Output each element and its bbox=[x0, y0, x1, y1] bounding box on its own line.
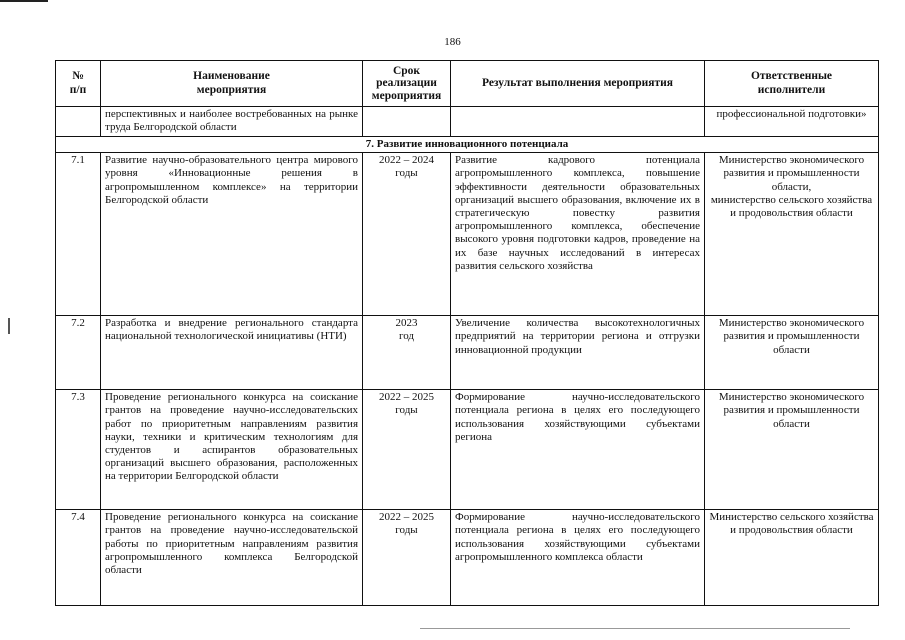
cell-term bbox=[363, 107, 451, 137]
cell-number: 7.1 bbox=[56, 153, 101, 316]
page-number: 186 bbox=[444, 36, 461, 48]
header-name: Наименование мероприятия bbox=[101, 61, 363, 107]
cell-name: перспективных и наиболее востребованных на рынке труда Белгородской области bbox=[101, 107, 363, 137]
cell-executors: Министерство экономического развития и промышленности области bbox=[705, 390, 879, 510]
cell-result: Формирование научно-исследовательского потенциала региона в целях его последующего использования хозяйствующими субъектами региона bbox=[451, 390, 705, 510]
scan-mark-left bbox=[8, 318, 10, 334]
cell-result: Увеличение количества высокотехнологичных предприятий на территории региона и отгрузки инновационной продукции bbox=[451, 316, 705, 390]
header-number: № п/п bbox=[56, 61, 101, 107]
cell-number: 7.3 bbox=[56, 390, 101, 510]
cell-executors: Министерство сельского хозяйства и продовольствия области bbox=[705, 510, 879, 606]
continued-row bbox=[56, 107, 879, 137]
cell-term: 2022 – 2025 годы bbox=[363, 510, 451, 606]
table-header-row bbox=[56, 61, 879, 107]
header-executors: Ответственные исполнители bbox=[705, 61, 879, 107]
cell-term: 2023 год bbox=[363, 316, 451, 390]
cell-name: Проведение регионального конкурса на соискание грантов на проведение научно-исследовательских работ по приоритетным направлениям развития науки, техники и критическим технологиям для студентов и аспирантов образовательных организаций высшего образования, расположенных на территории Белгородской области bbox=[101, 390, 363, 510]
header-term: Срок реализации мероприятия bbox=[363, 61, 451, 107]
cell-number bbox=[56, 107, 101, 137]
section-title: 7. Развитие инновационного потенциала bbox=[56, 137, 879, 153]
table-row bbox=[56, 510, 879, 606]
header-result: Результат выполнения мероприятия bbox=[451, 61, 705, 107]
table-row bbox=[56, 153, 879, 316]
cell-number: 7.4 bbox=[56, 510, 101, 606]
scan-mark-bottom bbox=[420, 628, 850, 629]
cell-executors: профессиональной подготовки» bbox=[705, 107, 879, 137]
table-row bbox=[56, 316, 879, 390]
cell-result bbox=[451, 107, 705, 137]
scan-mark-top bbox=[0, 0, 48, 2]
cell-term: 2022 – 2025 годы bbox=[363, 390, 451, 510]
section-row bbox=[56, 137, 879, 153]
table-row bbox=[56, 390, 879, 510]
cell-result: Развитие кадрового потенциала агропромышленного комплекса, повышение эффективности деятельности образовательных организаций высшего образования, включение их в стратегическую повестку развития агропромышленного комплекса, обеспечение высокого уровня подготовки кадров, проведение на их базе научных исследований в интересах развития сельского хозяйства bbox=[451, 153, 705, 316]
cell-number: 7.2 bbox=[56, 316, 101, 390]
cell-term: 2022 – 2024 годы bbox=[363, 153, 451, 316]
cell-name: Разработка и внедрение регионального стандарта национальной технологической инициативы (НТИ) bbox=[101, 316, 363, 390]
cell-executors: Министерство экономического развития и промышленности области bbox=[705, 316, 879, 390]
cell-result: Формирование научно-исследовательского потенциала региона в целях его последующего использования хозяйствующими субъектами агропромышленного комплекса области bbox=[451, 510, 705, 606]
cell-name: Развитие научно-образовательного центра мирового уровня «Инновационные решения в агропромышленном комплексе» на территории Белгородской области bbox=[101, 153, 363, 316]
cell-executors: Министерство экономического развития и промышленности области, министерство сельского хозяйства и продовольствия области bbox=[705, 153, 879, 316]
measures-table bbox=[55, 60, 879, 606]
cell-name: Проведение регионального конкурса на соискание грантов на проведение научно-исследовательской работы по приоритетным направлениям развития агропромышленного комплекса Белгородской области bbox=[101, 510, 363, 606]
